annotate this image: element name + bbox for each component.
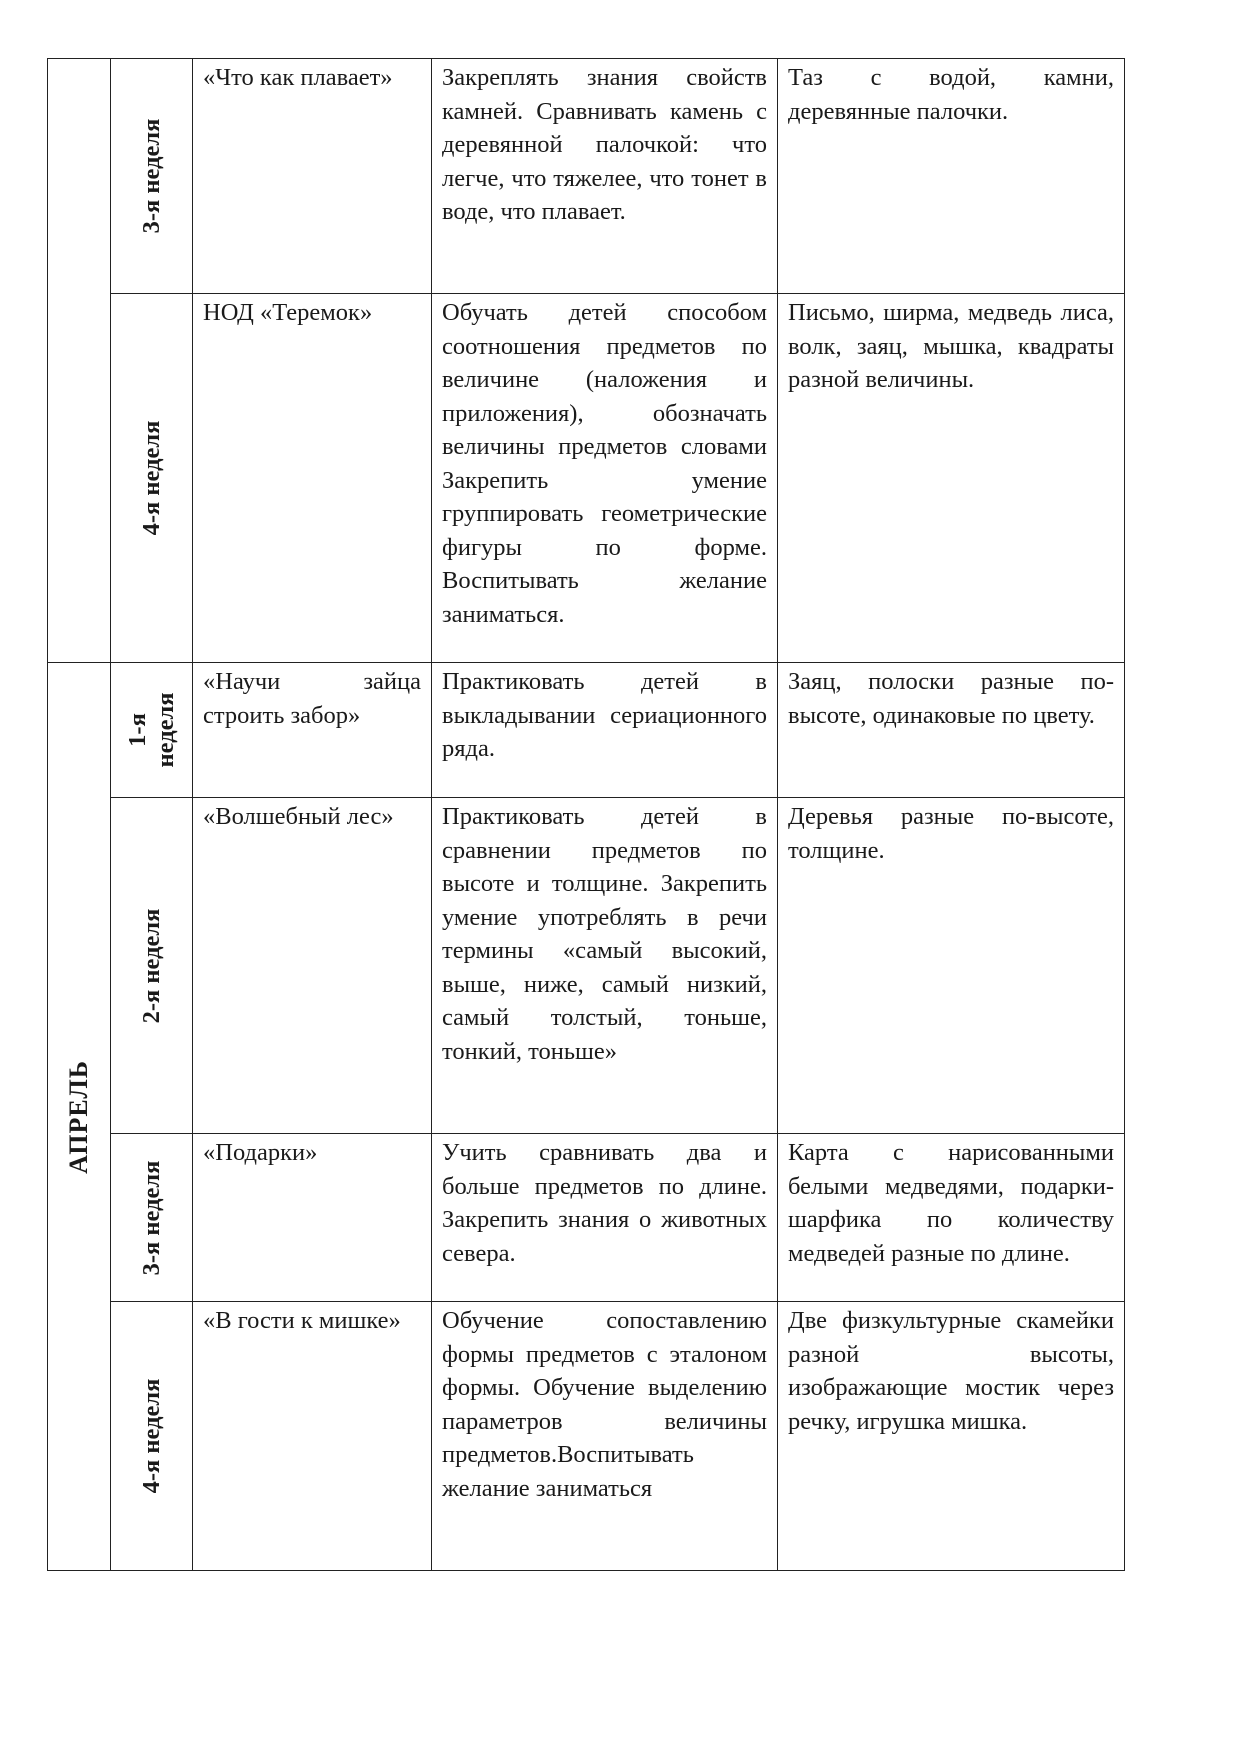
materials-text: Две физкультурные скамейки разной высоты, изображающие мостик через речку, игрушка мишка.	[788, 1307, 1114, 1435]
week-cell	[111, 294, 193, 663]
goal-cell	[432, 59, 778, 294]
goal-cell	[432, 663, 778, 798]
week-label: 4-я неделя	[137, 1378, 165, 1494]
materials-cell	[778, 798, 1125, 1134]
table-row	[48, 294, 1125, 663]
month-cell	[48, 663, 111, 1571]
goal-text: Обучать детей способом соотношения предметов по величине (наложения и приложения), обозначать величины предметов словами Закрепить умение группировать геометрические фигуры по форме. Воспитывать желание заниматься.	[442, 299, 767, 628]
goal-cell	[432, 798, 778, 1134]
materials-text: Деревья разные по-высоте, толщине.	[788, 803, 1114, 864]
month-cell-empty	[48, 59, 111, 663]
week-label: 4-я неделя	[137, 420, 165, 536]
topic-cell	[193, 1134, 432, 1302]
month-label: АПРЕЛЬ	[64, 1059, 93, 1174]
week-cell	[111, 798, 193, 1134]
materials-text: Письмо, ширма, медведь лиса, волк, заяц, мышка, квадраты разной величины.	[788, 299, 1114, 393]
week-label: 3-я неделя	[137, 1160, 165, 1275]
materials-cell	[778, 663, 1125, 798]
topic-cell	[193, 1302, 432, 1571]
table-row	[48, 798, 1125, 1134]
week-cell	[111, 59, 193, 294]
materials-cell	[778, 1302, 1125, 1571]
topic-cell	[193, 663, 432, 798]
goal-cell	[432, 1302, 778, 1571]
goal-cell	[432, 1134, 778, 1302]
week-label: 1-я неделя	[123, 692, 179, 768]
week-cell	[111, 1134, 193, 1302]
week-label: 2-я неделя	[137, 908, 165, 1023]
table-row	[48, 1302, 1125, 1571]
topic-text: НОД «Теремок»	[203, 299, 373, 326]
table-row	[48, 59, 1125, 294]
table-row	[48, 663, 1125, 798]
week-cell	[111, 1302, 193, 1571]
materials-cell	[778, 59, 1125, 294]
goal-text: Учить сравнивать два и больше предметов по длине. Закрепить знания о животных севера.	[442, 1139, 767, 1267]
goal-text: Практиковать детей в сравнении предметов по высоте и толщине. Закрепить умение употреблять в речи термины «самый высокий, выше, ниже, самый низкий, самый толстый, тоньше, тонкий, тоньше»	[442, 803, 767, 1065]
materials-cell	[778, 294, 1125, 663]
goal-cell	[432, 294, 778, 663]
materials-text: Таз с водой, камни, деревянные палочки.	[788, 64, 1114, 125]
materials-text: Заяц, полоски разные по-высоте, одинаковые по цвету.	[788, 668, 1114, 729]
materials-text: Карта с нарисованными белыми медведями, подарки-шарфика по количеству медведей разные по длине.	[788, 1139, 1114, 1267]
goal-text: Практиковать детей в выкладывании сериационного ряда.	[442, 668, 767, 762]
topic-text: «В гости к мишке»	[203, 1307, 401, 1334]
week-label: 3-я неделя	[137, 118, 165, 234]
goal-text: Закреплять знания свойств камней. Сравнивать камень с деревянной палочкой: что легче, что тяжелее, что тонет в воде, что плавает.	[442, 64, 767, 225]
goal-text: Обучение сопоставлению формы предметов с эталоном формы. Обучение выделению параметров величины предметов.Воспитывать желание заниматься	[442, 1307, 767, 1502]
topic-text: «Научи зайца строить забор»	[203, 668, 421, 729]
topic-cell	[193, 294, 432, 663]
topic-text: «Что как плавает»	[203, 64, 393, 91]
materials-cell	[778, 1134, 1125, 1302]
table-row	[48, 1134, 1125, 1302]
lesson-plan-table	[47, 58, 1125, 1571]
topic-text: «Волшебный лес»	[203, 803, 394, 830]
week-cell	[111, 663, 193, 798]
topic-cell	[193, 59, 432, 294]
topic-text: «Подарки»	[203, 1139, 318, 1166]
topic-cell	[193, 798, 432, 1134]
